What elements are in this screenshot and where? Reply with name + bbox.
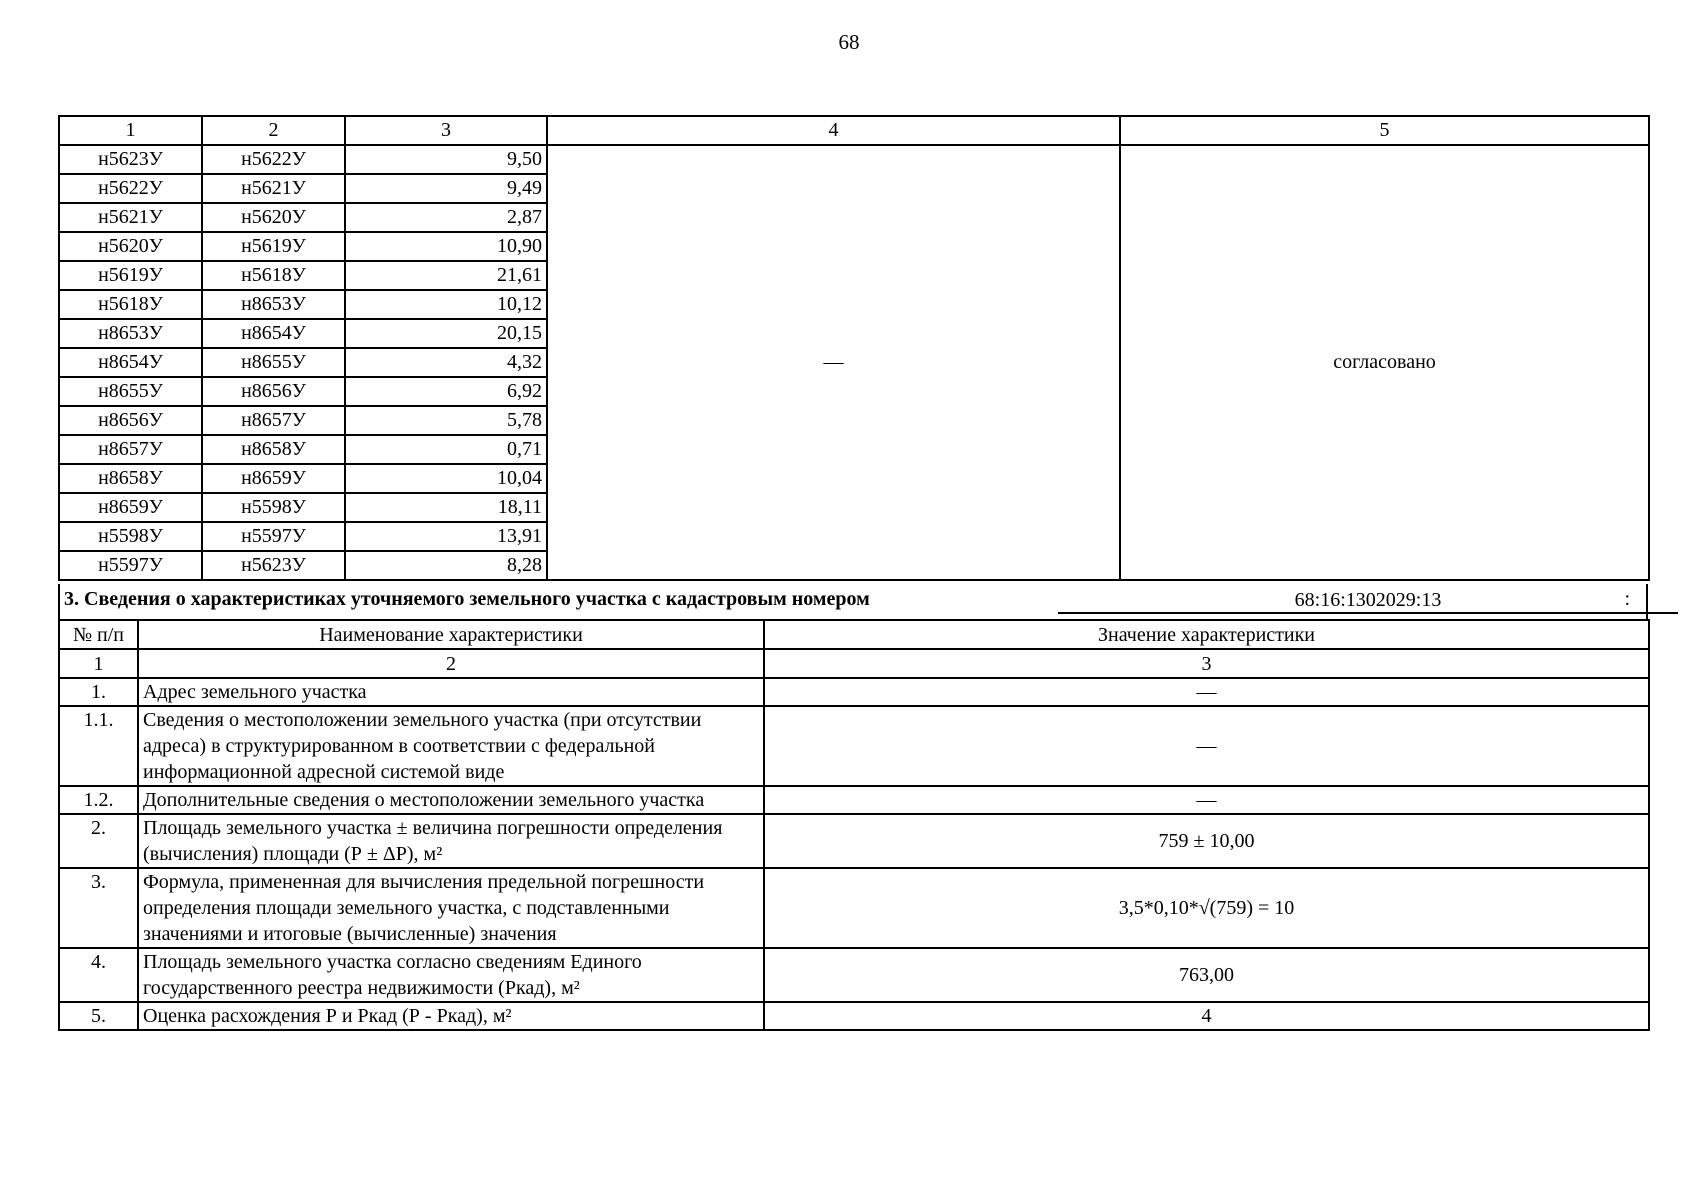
from-point-cell: н5618У: [59, 290, 202, 319]
to-point-cell: н8659У: [202, 464, 345, 493]
characteristic-name-cell: Сведения о местоположении земельного участка (при отсутствии адреса) в структурированном в соответствии с федеральной информационной адресной системой виде: [138, 706, 764, 786]
to-point-cell: н5598У: [202, 493, 345, 522]
length-cell: 10,04: [345, 464, 547, 493]
characteristics-header-cell: № п/п: [59, 620, 138, 649]
column5-value-cell: согласовано: [1120, 145, 1649, 580]
to-point-cell: н8656У: [202, 377, 345, 406]
boundary-table: [58, 115, 1650, 581]
boundary-header-cell: 1: [59, 116, 202, 145]
column-number-cell: 2: [138, 649, 764, 678]
page-number: 68: [838, 30, 860, 54]
section-3-header: [58, 584, 1648, 620]
boundary-header-cell: 2: [202, 116, 345, 145]
length-cell: 2,87: [345, 203, 547, 232]
to-point-cell: н5622У: [202, 145, 345, 174]
column-number-row: [59, 649, 1649, 678]
to-point-cell: н8655У: [202, 348, 345, 377]
row-number-cell: 5.: [59, 1002, 138, 1030]
to-point-cell: н5597У: [202, 522, 345, 551]
length-cell: 18,11: [345, 493, 547, 522]
characteristic-value-cell: —: [764, 678, 1649, 706]
to-point-cell: н5621У: [202, 174, 345, 203]
characteristic-value-cell: 3,5*0,10*√(759) = 10: [764, 868, 1649, 948]
to-point-cell: н5619У: [202, 232, 345, 261]
table-row: [59, 678, 1649, 706]
row-number-cell: 3.: [59, 868, 138, 948]
characteristic-name-cell: Площадь земельного участка ± величина погрешности определения (вычисления) площади (Р ± ΔР), м²: [138, 814, 764, 868]
section-3-title: 3. Сведения о характеристиках уточняемого земельного участка с кадастровым номером: [64, 588, 870, 610]
length-cell: 10,12: [345, 290, 547, 319]
from-point-cell: н5619У: [59, 261, 202, 290]
boundary-header-cell: 5: [1120, 116, 1649, 145]
cadastral-number: 68:16:1302029:13: [1058, 588, 1678, 614]
to-point-cell: н5620У: [202, 203, 345, 232]
characteristic-value-cell: 4: [764, 1002, 1649, 1030]
table-row: [59, 145, 1649, 174]
from-point-cell: н5597У: [59, 551, 202, 580]
from-point-cell: н5622У: [59, 174, 202, 203]
length-cell: 0,71: [345, 435, 547, 464]
from-point-cell: н8658У: [59, 464, 202, 493]
from-point-cell: н8656У: [59, 406, 202, 435]
length-cell: 8,28: [345, 551, 547, 580]
to-point-cell: н8653У: [202, 290, 345, 319]
characteristics-header-cell: Значение характеристики: [764, 620, 1649, 649]
to-point-cell: н8657У: [202, 406, 345, 435]
from-point-cell: н8654У: [59, 348, 202, 377]
characteristic-name-cell: Адрес земельного участка: [138, 678, 764, 706]
table-row: [59, 814, 1649, 868]
row-number-cell: 1.: [59, 678, 138, 706]
from-point-cell: н5621У: [59, 203, 202, 232]
table-row: [59, 948, 1649, 1002]
characteristic-name-cell: Дополнительные сведения о местоположении земельного участка: [138, 786, 764, 814]
length-cell: 20,15: [345, 319, 547, 348]
length-cell: 9,49: [345, 174, 547, 203]
boundary-header-cell: 3: [345, 116, 547, 145]
length-cell: 10,90: [345, 232, 547, 261]
row-number-cell: 1.1.: [59, 706, 138, 786]
characteristic-value-cell: —: [764, 706, 1649, 786]
characteristic-value-cell: 759 ± 10,00: [764, 814, 1649, 868]
from-point-cell: н5598У: [59, 522, 202, 551]
length-cell: 4,32: [345, 348, 547, 377]
table-row: [59, 706, 1649, 786]
table-row: [59, 868, 1649, 948]
characteristic-value-cell: 763,00: [764, 948, 1649, 1002]
to-point-cell: н5618У: [202, 261, 345, 290]
characteristic-name-cell: Формула, примененная для вычисления предельной погрешности определения площади земельного участка, с подставленными значениями и итоговые (вычисленные) значения: [138, 868, 764, 948]
characteristic-name-cell: Оценка расхождения Р и Ркад (Р - Ркад), м²: [138, 1002, 764, 1030]
table-row: [59, 786, 1649, 814]
length-cell: 9,50: [345, 145, 547, 174]
characteristics-header-row: [59, 620, 1649, 649]
column-number-cell: 1: [59, 649, 138, 678]
characteristics-table: [58, 619, 1650, 1031]
length-cell: 6,92: [345, 377, 547, 406]
from-point-cell: н8653У: [59, 319, 202, 348]
to-point-cell: н8658У: [202, 435, 345, 464]
length-cell: 21,61: [345, 261, 547, 290]
row-number-cell: 1.2.: [59, 786, 138, 814]
from-point-cell: н5623У: [59, 145, 202, 174]
from-point-cell: н5620У: [59, 232, 202, 261]
section-3-colon: :: [1624, 588, 1630, 610]
row-number-cell: 2.: [59, 814, 138, 868]
to-point-cell: н5623У: [202, 551, 345, 580]
table-row: [59, 1002, 1649, 1030]
row-number-cell: 4.: [59, 948, 138, 1002]
to-point-cell: н8654У: [202, 319, 345, 348]
characteristic-name-cell: Площадь земельного участка согласно сведениям Единого государственного реестра недвижимости (Ркад), м²: [138, 948, 764, 1002]
from-point-cell: н8657У: [59, 435, 202, 464]
length-cell: 13,91: [345, 522, 547, 551]
from-point-cell: н8655У: [59, 377, 202, 406]
characteristic-value-cell: —: [764, 786, 1649, 814]
from-point-cell: н8659У: [59, 493, 202, 522]
characteristics-header-cell: Наименование характеристики: [138, 620, 764, 649]
length-cell: 5,78: [345, 406, 547, 435]
column-number-cell: 3: [764, 649, 1649, 678]
boundary-header-row: [59, 116, 1649, 145]
column4-value-cell: —: [547, 145, 1120, 580]
boundary-header-cell: 4: [547, 116, 1120, 145]
